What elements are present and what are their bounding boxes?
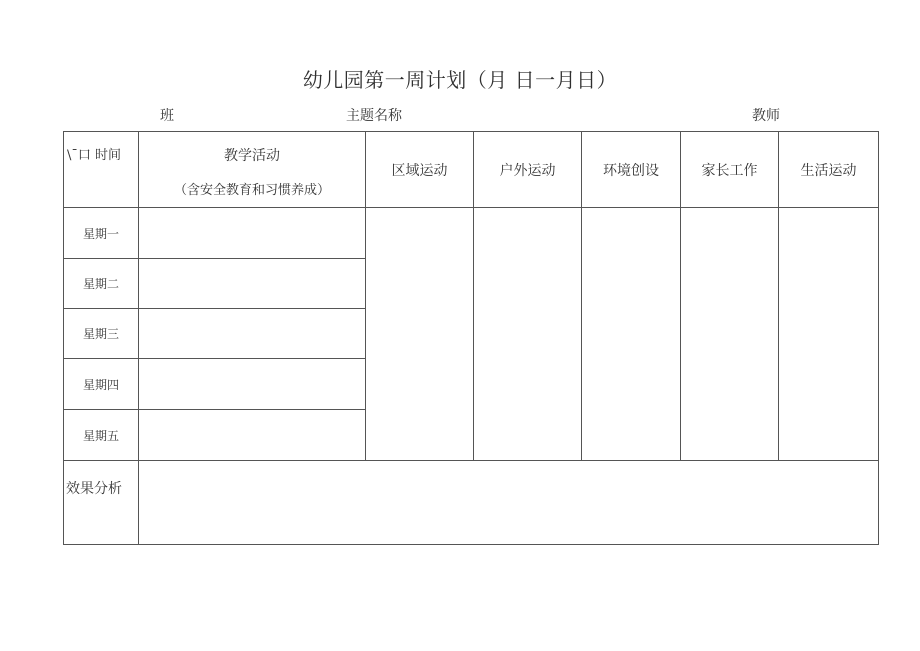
teaching-cell[interactable]: [139, 259, 366, 309]
analysis-row: [64, 461, 879, 545]
corner-header: \ˉ口 时间: [64, 132, 139, 208]
day-label: 星期一: [64, 208, 139, 259]
page-title: 幼儿园第一周计划（月 日一月日）: [302, 68, 618, 92]
parent-work-cell[interactable]: [681, 208, 779, 461]
table-row: [64, 208, 879, 259]
environment-header: 环境创设: [582, 132, 681, 208]
teaching-activity-title: 教学活动: [224, 148, 280, 164]
outdoor-activity-header: 户外运动: [474, 132, 582, 208]
class-label: 班: [160, 108, 174, 124]
life-activity-header: 生活运动: [779, 132, 879, 208]
area-activity-cell[interactable]: [366, 208, 474, 461]
weekly-plan-table: [63, 131, 879, 545]
theme-label: 主题名称: [346, 108, 402, 124]
analysis-label: 效果分析: [64, 461, 139, 545]
day-label: 星期四: [64, 359, 139, 410]
parent-work-header: 家长工作: [681, 132, 779, 208]
outdoor-activity-cell[interactable]: [474, 208, 582, 461]
teaching-cell[interactable]: [139, 410, 366, 461]
environment-cell[interactable]: [582, 208, 681, 461]
day-label: 星期五: [64, 410, 139, 461]
teaching-cell[interactable]: [139, 208, 366, 259]
analysis-cell[interactable]: [139, 461, 879, 545]
teaching-activity-note: （含安全教育和习惯养成）: [173, 183, 330, 198]
teacher-label: 教师: [752, 108, 780, 124]
day-label: 星期二: [64, 259, 139, 309]
day-label: 星期三: [64, 309, 139, 359]
life-activity-cell[interactable]: [779, 208, 879, 461]
teaching-activity-header: [139, 132, 366, 208]
header-row: [64, 132, 879, 208]
area-activity-header: 区域运动: [366, 132, 474, 208]
teaching-cell[interactable]: [139, 309, 366, 359]
teaching-cell[interactable]: [139, 359, 366, 410]
